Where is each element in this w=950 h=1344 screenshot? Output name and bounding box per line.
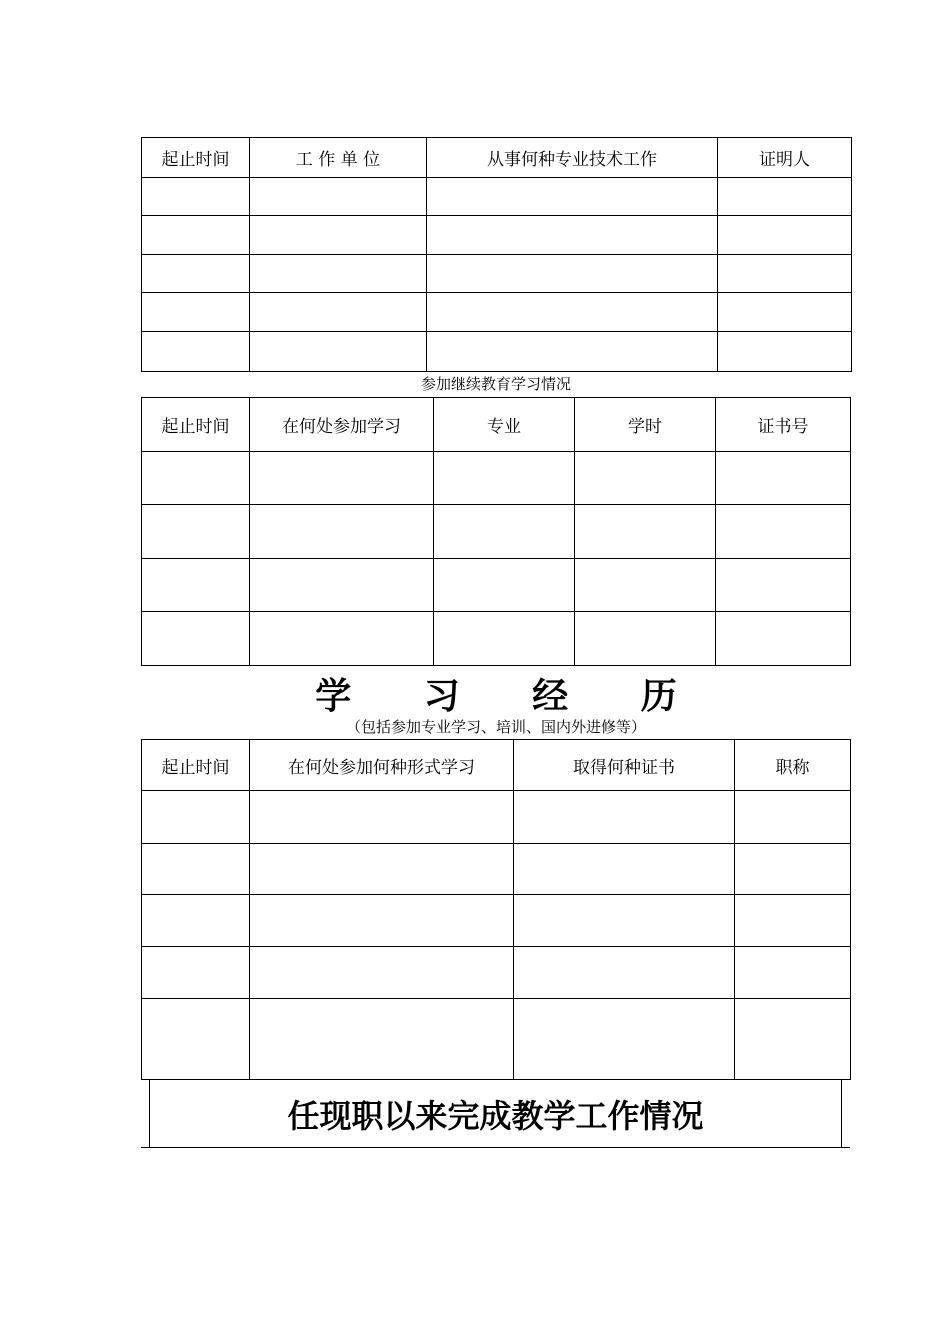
table-cell[interactable]	[427, 332, 718, 372]
table-header-row	[142, 138, 852, 178]
header-cell: 证书号	[716, 398, 851, 452]
table-row	[142, 216, 852, 255]
table-cell[interactable]	[250, 612, 434, 666]
teaching-section-title: 任现职以来完成教学工作情况	[287, 1096, 704, 1135]
table-cell[interactable]	[575, 559, 716, 612]
header-cell: 学时	[575, 398, 716, 452]
table-cell[interactable]	[142, 612, 250, 666]
study-history-table	[141, 739, 851, 1080]
table-cell[interactable]	[718, 293, 852, 332]
table-cell[interactable]	[735, 844, 851, 895]
table-cell[interactable]	[514, 844, 735, 895]
table-cell[interactable]	[575, 452, 716, 505]
header-cell: 专业	[434, 398, 575, 452]
table-cell[interactable]	[716, 612, 851, 666]
table-cell[interactable]	[575, 505, 716, 559]
table-cell[interactable]	[250, 332, 427, 372]
header-cell: 取得何种证书	[514, 740, 735, 791]
table-row	[142, 612, 851, 666]
continuing-education-caption: 参加继续教育学习情况	[420, 375, 571, 393]
table-row	[142, 332, 852, 372]
table-cell[interactable]	[142, 255, 250, 293]
table-row	[142, 791, 851, 844]
table-cell[interactable]	[250, 216, 427, 255]
table-cell[interactable]	[142, 791, 250, 844]
header-cell: 在何处参加何种形式学习	[250, 740, 514, 791]
table-cell[interactable]	[716, 452, 851, 505]
table-cell[interactable]	[250, 178, 427, 216]
table-cell[interactable]	[142, 895, 250, 947]
divider	[141, 1147, 850, 1148]
table-cell[interactable]	[142, 947, 250, 999]
table-cell[interactable]	[735, 999, 851, 1080]
table-cell[interactable]	[718, 332, 852, 372]
table-cell[interactable]	[716, 559, 851, 612]
table-cell[interactable]	[142, 844, 250, 895]
study-history-subtitle: （包括参加专业学习、培训、国内外进修等）	[345, 718, 646, 736]
table-cell[interactable]	[434, 505, 575, 559]
table-cell[interactable]	[250, 999, 514, 1080]
table-row	[142, 452, 851, 505]
table-cell[interactable]	[427, 293, 718, 332]
table-cell[interactable]	[718, 255, 852, 293]
teaching-section-header	[149, 1079, 842, 1147]
table-cell[interactable]	[514, 999, 735, 1080]
table-cell[interactable]	[427, 178, 718, 216]
table-cell[interactable]	[250, 791, 514, 844]
table-cell[interactable]	[250, 559, 434, 612]
table-row	[142, 505, 851, 559]
table-cell[interactable]	[250, 844, 514, 895]
continuing-education-table	[141, 397, 851, 666]
table-row	[142, 255, 852, 293]
table-cell[interactable]	[142, 178, 250, 216]
table-cell[interactable]	[427, 216, 718, 255]
table-cell[interactable]	[250, 895, 514, 947]
table-header-row	[142, 398, 851, 452]
table-row	[142, 293, 852, 332]
study-history-title: 学 习 经 历	[315, 675, 707, 717]
table-cell[interactable]	[250, 505, 434, 559]
table-cell[interactable]	[250, 255, 427, 293]
table-cell[interactable]	[716, 505, 851, 559]
header-cell: 起止时间	[142, 398, 250, 452]
table-row	[142, 999, 851, 1080]
table-row	[142, 178, 852, 216]
table-cell[interactable]	[514, 895, 735, 947]
table-cell[interactable]	[718, 216, 852, 255]
table-cell[interactable]	[514, 947, 735, 999]
table-cell[interactable]	[575, 612, 716, 666]
header-cell: 证明人	[718, 138, 852, 178]
table-header-row	[142, 740, 851, 791]
table-cell[interactable]	[427, 255, 718, 293]
table-cell[interactable]	[735, 791, 851, 844]
table-cell[interactable]	[434, 559, 575, 612]
header-cell: 在何处参加学习	[250, 398, 434, 452]
table-row	[142, 844, 851, 895]
table-cell[interactable]	[434, 452, 575, 505]
header-cell: 工 作 单 位	[250, 138, 427, 178]
table-cell[interactable]	[718, 178, 852, 216]
table-cell[interactable]	[735, 895, 851, 947]
table-cell[interactable]	[142, 332, 250, 372]
table-cell[interactable]	[434, 612, 575, 666]
table-cell[interactable]	[142, 999, 250, 1080]
header-cell: 起止时间	[142, 138, 250, 178]
table-cell[interactable]	[735, 947, 851, 999]
work-history-table	[141, 137, 852, 372]
table-cell[interactable]	[514, 791, 735, 844]
table-cell[interactable]	[250, 452, 434, 505]
table-cell[interactable]	[142, 216, 250, 255]
table-cell[interactable]	[142, 559, 250, 612]
table-cell[interactable]	[142, 293, 250, 332]
table-cell[interactable]	[250, 293, 427, 332]
header-cell: 职称	[735, 740, 851, 791]
table-cell[interactable]	[142, 505, 250, 559]
table-row	[142, 947, 851, 999]
table-row	[142, 559, 851, 612]
table-row	[142, 895, 851, 947]
header-cell: 起止时间	[142, 740, 250, 791]
table-cell[interactable]	[250, 947, 514, 999]
header-cell: 从事何种专业技术工作	[427, 138, 718, 178]
table-cell[interactable]	[142, 452, 250, 505]
